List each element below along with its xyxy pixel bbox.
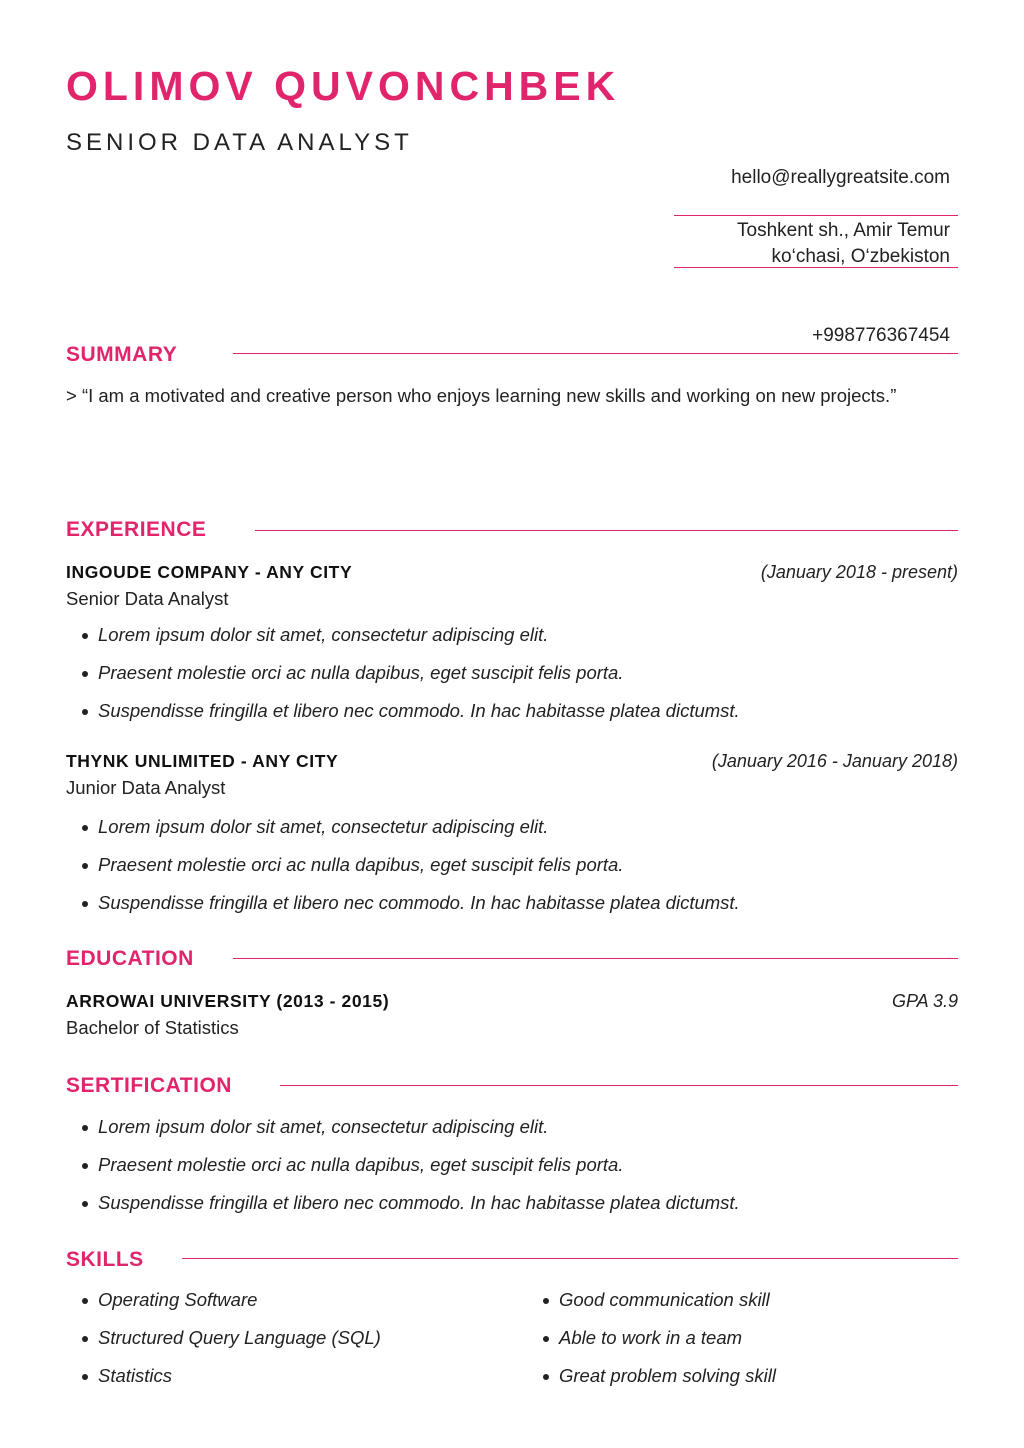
skills-heading: SKILLS xyxy=(66,1248,144,1271)
list-item: Statistics xyxy=(80,1364,381,1402)
summary-heading: SUMMARY xyxy=(66,343,178,366)
education-school: ARROWAI UNIVERSITY (2013 - 2015) xyxy=(66,991,390,1011)
education-heading: EDUCATION xyxy=(66,947,194,970)
list-item: Praesent molestie orci ac nulla dapibus, eget suscipit felis porta. xyxy=(80,853,740,891)
job-company: INGOUDE COMPANY - ANY CITY xyxy=(66,562,353,582)
list-item: Lorem ipsum dolor sit amet, consectetur adipiscing elit. xyxy=(80,815,740,853)
skills-list-right xyxy=(541,1288,776,1402)
contact-divider xyxy=(674,215,958,216)
job-dates: (January 2016 - January 2018) xyxy=(711,751,958,771)
education-rule xyxy=(233,958,958,959)
list-item: Lorem ipsum dolor sit amet, consectetur adipiscing elit. xyxy=(80,1115,740,1153)
skills-list-left xyxy=(80,1288,381,1402)
summary-text: > “I am a motivated and creative person who enjoys learning new skills and working on new projects.” xyxy=(66,385,897,406)
list-item: Good communication skill xyxy=(541,1288,776,1326)
job-dates: (January 2018 - present) xyxy=(760,562,958,582)
contact-divider xyxy=(674,267,958,268)
education-gpa: GPA 3.9 xyxy=(891,991,958,1011)
list-item: Suspendisse fringilla et libero nec commodo. In hac habitasse platea dictumst. xyxy=(80,891,740,929)
list-item: Lorem ipsum dolor sit amet, consectetur adipiscing elit. xyxy=(80,623,740,661)
resume-job-title: SENIOR DATA ANALYST xyxy=(66,129,413,156)
experience-rule xyxy=(255,530,958,531)
skills-rule xyxy=(182,1258,958,1259)
contact-email: hello@reallygreatsite.com xyxy=(731,167,950,188)
contact-address xyxy=(737,218,950,270)
job-company: THYNK UNLIMITED - ANY CITY xyxy=(66,751,339,771)
education-degree: Bachelor of Statistics xyxy=(66,1017,239,1038)
certification-rule xyxy=(280,1085,958,1086)
list-item: Operating Software xyxy=(80,1288,381,1326)
experience-heading: EXPERIENCE xyxy=(66,518,207,541)
summary-rule xyxy=(233,353,958,354)
job-bullet-list xyxy=(80,623,740,737)
contact-address-line-2: ko‘chasi, O‘zbekiston xyxy=(771,246,950,267)
list-item: Suspendisse fringilla et libero nec commodo. In hac habitasse platea dictumst. xyxy=(80,699,740,737)
certification-heading: SERTIFICATION xyxy=(66,1074,232,1097)
contact-phone: +998776367454 xyxy=(812,325,950,346)
list-item: Suspendisse fringilla et libero nec commodo. In hac habitasse platea dictumst. xyxy=(80,1191,740,1229)
job-role: Junior Data Analyst xyxy=(66,777,226,798)
list-item: Praesent molestie orci ac nulla dapibus, eget suscipit felis porta. xyxy=(80,661,740,699)
job-role: Senior Data Analyst xyxy=(66,588,229,609)
job-bullet-list xyxy=(80,815,740,929)
list-item: Praesent molestie orci ac nulla dapibus, eget suscipit felis porta. xyxy=(80,1153,740,1191)
certification-bullet-list xyxy=(80,1115,740,1229)
list-item: Able to work in a team xyxy=(541,1326,776,1364)
resume-name: OLIMOV QUVONCHBEK xyxy=(66,63,621,109)
list-item: Great problem solving skill xyxy=(541,1364,776,1402)
contact-address-line-1: Toshkent sh., Amir Temur xyxy=(737,220,950,241)
list-item: Structured Query Language (SQL) xyxy=(80,1326,381,1364)
